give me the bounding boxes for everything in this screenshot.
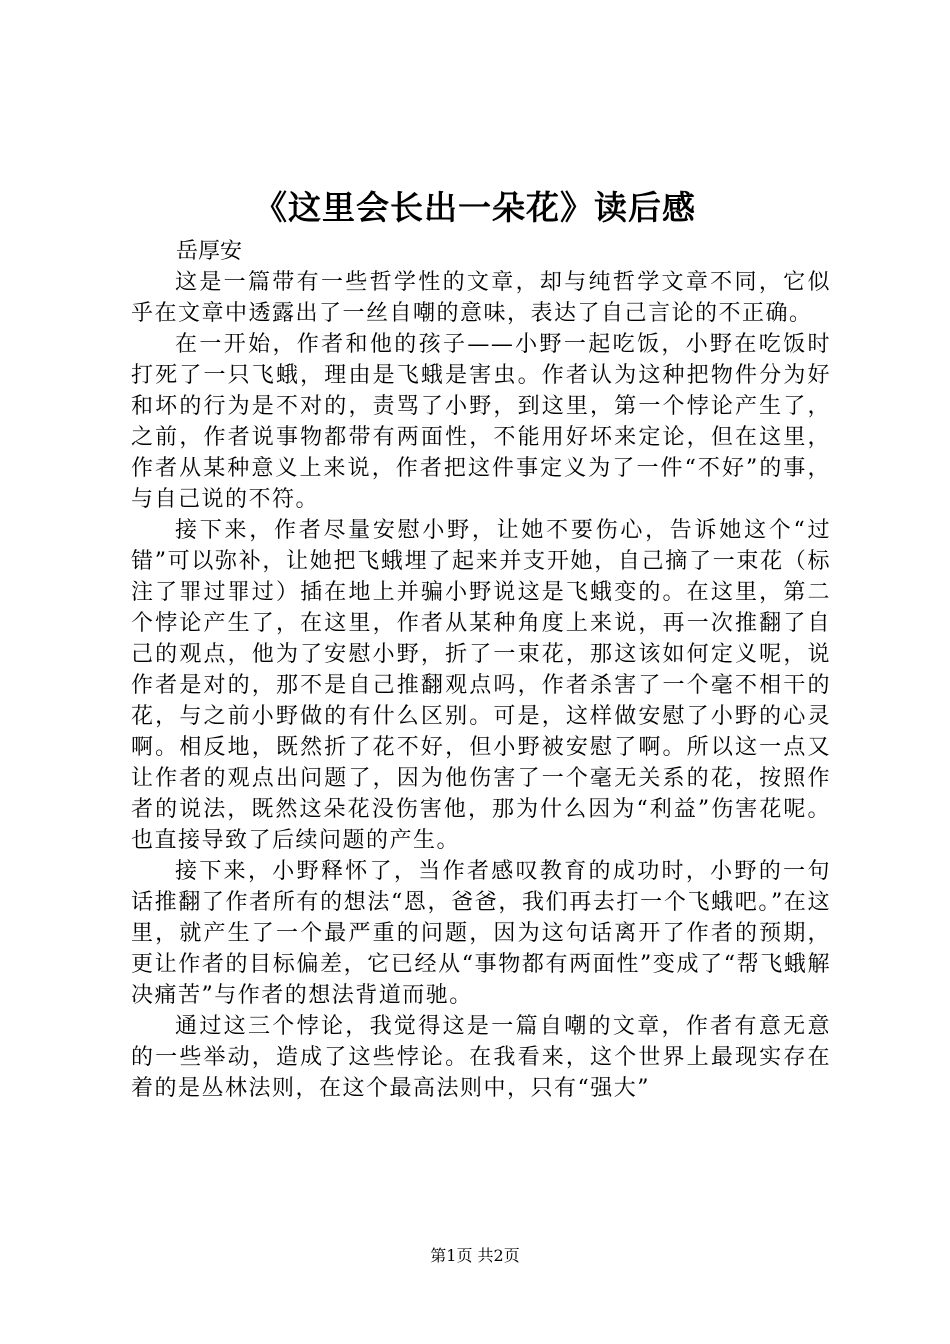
paragraph: 接下来，小野释怀了，当作者感叹教育的成功时，小野的一句话推翻了作者所有的想法“恩，爸爸，我们再去打一个飞蛾吧。”在这里，就产生了一个最严重的问题，因为这句话离开了作者的预期，更让作者的目标偏差，它已经从“事物都有两面性”变成了“帮飞蛾解决痛苦”与作者的想法背道而驰。 (131, 859, 831, 1008)
author-name: 岳厚安 (176, 239, 243, 264)
paragraph: 这是一篇带有一些哲学性的文章，却与纯哲学文章不同，它似乎在文章中透露出了一丝自嘲的意味，表达了自己言论的不正确。 (131, 270, 831, 326)
paragraph: 通过这三个悖论，我觉得这是一篇自嘲的文章，作者有意无意的一些举动，造成了这些悖论。在我看来，这个世界上最现实存在着的是丛林法则，在这个最高法则中，只有“强大” (131, 1014, 831, 1101)
page-number-footer: 第1页 共2页 (430, 1246, 520, 1265)
document-title: 《这里会长出一朵花》读后感 (254, 188, 696, 227)
article-body (131, 267, 831, 1104)
paragraph: 接下来，作者尽量安慰小野，让她不要伤心，告诉她这个“过错”可以弥补，让她把飞蛾埋了起来并支开她，自己摘了一束花（标注了罪过罪过）插在地上并骗小野说这是飞蛾变的。在这里，第二个悖论产生了，在这里，作者从某种角度上来说，再一次推翻了自己的观点，他为了安慰小野，折了一束花，那这该如何定义呢，说作者是对的，那不是自己推翻观点吗，作者杀害了一个毫不相干的花，与之前小野做的有什么区别。可是，这样做安慰了小野的心灵啊。相反地，既然折了花不好，但小野被安慰了啊。所以这一点又让作者的观点出问题了，因为他伤害了一个毫无关系的花，按照作者的说法，既然这朵花没伤害他，那为什么因为“利益”伤害花呢。也直接导致了后续问题的产生。 (131, 518, 831, 853)
paragraph: 在一开始，作者和他的孩子——小野一起吃饭，小野在吃饭时打死了一只飞蛾，理由是飞蛾是害虫。作者认为这种把物件分为好和坏的行为是不对的，责骂了小野，到这里，第一个悖论产生了，之前，作者说事物都带有两面性，不能用好坏来定论，但在这里，作者从某种意义上来说，作者把这件事定义为了一件“不好”的事，与自己说的不符。 (131, 332, 831, 512)
